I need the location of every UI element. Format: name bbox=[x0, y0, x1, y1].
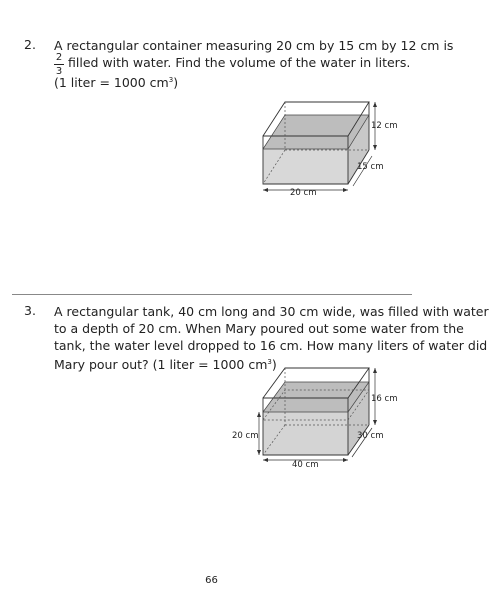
question-2-text: A rectangular container measuring 20 cm by 15 cm by 12 cm is bbox=[54, 38, 454, 53]
last-line-text: Mary pour out? (1 liter = 1000 cm bbox=[54, 357, 268, 373]
last-line-close-paren: ) bbox=[271, 357, 277, 373]
last-line-superscript: 3 bbox=[267, 358, 272, 366]
q3-height-label: 16 cm bbox=[371, 394, 398, 404]
note-close-paren: ) bbox=[173, 75, 179, 90]
question-2-number: 2. bbox=[24, 37, 36, 52]
q3-length-label: 40 cm bbox=[292, 460, 319, 470]
question-3-number: 3. bbox=[24, 303, 36, 318]
question-3-line: A rectangular tank, 40 cm long and 30 cm wide, was filled with water bbox=[54, 304, 489, 319]
q2-length-label: 20 cm bbox=[290, 188, 317, 198]
q2-height-label: 12 cm bbox=[371, 121, 398, 131]
question-3-line: tank, the water level dropped to 16 cm. How many liters of water did bbox=[54, 338, 488, 353]
question-2-line-2: filled with water. Find the volume of the water in liters. bbox=[68, 55, 411, 70]
fraction-numerator: 2 bbox=[55, 52, 63, 63]
note-text: (1 liter = 1000 cm bbox=[54, 75, 169, 90]
note-superscript: 3 bbox=[168, 75, 174, 84]
page-number: 66 bbox=[205, 575, 218, 586]
question-3-line: to a depth of 20 cm. When Mary poured out some water from the bbox=[54, 321, 464, 336]
fraction-denominator: 3 bbox=[55, 66, 63, 77]
q3-depth-label: 20 cm bbox=[232, 431, 259, 441]
q3-width-label: 30 cm bbox=[357, 431, 384, 441]
q2-width-label: 15 cm bbox=[357, 162, 384, 172]
